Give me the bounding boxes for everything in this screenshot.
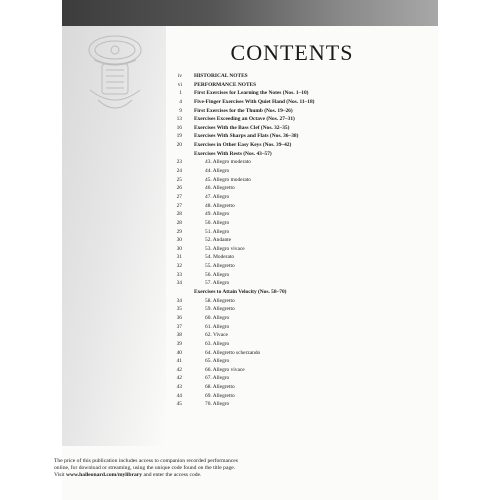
toc-row [166, 357, 426, 366]
toc-row [166, 245, 426, 254]
toc-entry-label: 51. Allegro [205, 228, 230, 235]
toc-row [166, 400, 426, 409]
toc-page-number: 24 [176, 168, 182, 175]
toc-row [166, 279, 426, 288]
toc-page-number: 35 [176, 306, 182, 313]
toc-page-number: 43 [176, 384, 182, 391]
toc-entry-label: First Exercises for Learning the Notes (Nos. 1–10) [194, 90, 309, 97]
toc-entry-label: 55. Allegretto [205, 263, 235, 270]
toc-page-number: 36 [176, 314, 182, 321]
toc-row [166, 98, 426, 107]
toc-page-number: iv [177, 73, 182, 79]
toc-page-number: 32 [176, 263, 182, 270]
toc-row [166, 219, 426, 228]
toc-page-number: 31 [176, 254, 182, 261]
toc-row [166, 349, 426, 358]
toc-row [166, 314, 426, 323]
toc-page-number: 29 [176, 228, 182, 235]
toc-entry-label: 66. Allegro vivace [205, 366, 245, 373]
toc-page-number: 16 [176, 124, 182, 131]
toc-row [166, 184, 426, 193]
document-page [62, 0, 438, 500]
toc-page-number: 1 [179, 90, 182, 97]
toc-page-number: 23 [176, 159, 182, 166]
toc-row [166, 81, 426, 90]
toc-row [166, 72, 426, 81]
toc-page-number: 44 [176, 392, 182, 399]
toc-entry-label: 70. Allegro [205, 401, 230, 408]
toc-entry-label: 53. Allegro vivace [205, 245, 245, 252]
toc-entry-label: Exercises With the Bass Clef (Nos. 32–35) [194, 124, 290, 131]
toc-page-number: 28 [176, 219, 182, 226]
toc-entry-label: 67. Allegro [205, 375, 230, 382]
toc-entry-label: Exercises With Sharps and Flats (Nos. 36–38) [194, 133, 299, 140]
toc-entry-label: 44. Allegro [205, 168, 230, 175]
footer-line-3 [54, 472, 434, 479]
toc-entry-label: 57. Allegro [205, 280, 230, 287]
toc-row [166, 331, 426, 340]
toc-entry-label: Exercises Exceeding an Octave (Nos. 27–31) [194, 116, 295, 123]
toc-row [166, 115, 426, 124]
toc-page-number: 26 [176, 185, 182, 192]
toc-entry-label: 60. Allegro [205, 314, 230, 321]
header-banner [62, 0, 438, 26]
footer-line-3-post: and enter the access code. [142, 472, 202, 478]
toc-row [166, 253, 426, 262]
toc-row [166, 228, 426, 237]
toc-row [166, 366, 426, 375]
toc-entry-label: 63. Allegro [205, 340, 230, 347]
toc-page-number: 20 [176, 142, 182, 149]
toc-page-number: 42 [176, 375, 182, 382]
toc-entry-label: 69. Allegretto [205, 392, 235, 399]
toc-page-number: 34 [176, 280, 182, 287]
toc-page-number: 19 [176, 133, 182, 140]
toc-row [166, 297, 426, 306]
toc-entry-label: HISTORICAL NOTES [194, 73, 248, 79]
toc-entry-label: 62. Vivace [205, 332, 228, 339]
toc-page-number: 42 [176, 366, 182, 373]
toc-page-number: 37 [176, 323, 182, 330]
toc-entry-label: 54. Moderato [205, 254, 235, 261]
toc-page-number: 34 [176, 297, 182, 304]
toc-row [166, 124, 426, 133]
toc-entry-label: 52. Andante [205, 237, 232, 244]
library-link[interactable]: www.halleonard.com/mylibrary [65, 472, 143, 478]
toc-entry-label: 68. Allegretto [205, 384, 235, 391]
toc-page-number: 30 [176, 237, 182, 244]
toc-page-number: 39 [176, 340, 182, 347]
toc-entry-label: 43. Allegro moderato [205, 159, 251, 166]
toc-row [166, 202, 426, 211]
toc-page-number: 28 [176, 211, 182, 218]
toc-row [166, 288, 426, 297]
footer-line-2: online, for download or streaming, using the unique code found on the title page. [54, 465, 236, 471]
toc-page-number [166, 288, 182, 297]
footer-line-1: The price of this publication includes access to companion recorded performances [54, 458, 238, 464]
toc-page-number: 33 [176, 271, 182, 278]
toc-page-number: 41 [176, 358, 182, 365]
toc-entry-label: Exercises in Other Easy Keys (Nos. 39–42) [194, 142, 292, 149]
toc-page-number: 40 [176, 349, 182, 356]
toc-entry-label: 56. Allegro [205, 271, 230, 278]
toc-page-number: 38 [176, 332, 182, 339]
toc-row [166, 271, 426, 280]
toc-page-number: 25 [176, 176, 182, 183]
toc-entry-label: 61. Allegro [205, 323, 230, 330]
toc-page-number: 30 [176, 245, 182, 252]
toc-page-number [166, 150, 182, 159]
toc-entry-label: First Exercises for the Thumb (Nos. 19–26) [194, 107, 293, 114]
toc-row [166, 374, 426, 383]
toc-row [166, 132, 426, 141]
toc-row [166, 141, 426, 150]
toc-row [166, 210, 426, 219]
toc-page-number: 27 [176, 202, 182, 209]
toc-entry-label: 48. Allegretto [205, 202, 235, 209]
toc-page-number: 4 [179, 98, 182, 105]
toc-page-number: 27 [176, 193, 182, 200]
page-title: CONTENTS [230, 40, 354, 65]
toc-entry-label: 45. Allegro moderato [205, 176, 251, 183]
toc-page-number: 45 [176, 401, 182, 408]
toc-page-number: vi [177, 81, 182, 88]
toc-row [166, 236, 426, 245]
toc-entry-label: 64. Allegretto scherzando [205, 349, 261, 356]
toc-row [166, 158, 426, 167]
toc-entry-label: 47. Allegro [205, 193, 230, 200]
toc-row [166, 107, 426, 116]
toc-row [166, 392, 426, 401]
toc-entry-label: PERFORMANCE NOTES [194, 81, 257, 88]
toc-entry-label: 58. Allegretto [205, 297, 235, 304]
toc-row [166, 89, 426, 98]
toc-page-number: 9 [179, 107, 182, 114]
footer-note [54, 458, 434, 479]
toc-entry-label: Five-Finger Exercises With Quiet Hand (Nos. 11–18) [194, 98, 315, 105]
toc-entry-label: 65. Allegro [205, 358, 230, 365]
table-of-contents [166, 72, 426, 409]
toc-entry-label: 49. Allegro [205, 211, 230, 218]
toc-entry-label: Exercises to Attain Velocity (Nos. 58–70) [194, 289, 287, 296]
toc-row [166, 150, 426, 159]
toc-entry-label: 59. Allegretto [205, 306, 235, 313]
toc-row [166, 176, 426, 185]
footer-line-3-pre: Visit [54, 472, 66, 478]
toc-row [166, 193, 426, 202]
toc-entry-label: 46. Allegretto [205, 185, 235, 192]
toc-entry-label: 50. Allegro [205, 219, 230, 226]
toc-page-number: 13 [176, 116, 182, 123]
toc-row [166, 383, 426, 392]
toc-row [166, 340, 426, 349]
toc-row [166, 167, 426, 176]
toc-row [166, 323, 426, 332]
toc-row [166, 305, 426, 314]
toc-entry-label: Exercises With Rests (Nos. 43–57) [194, 150, 272, 157]
toc-row [166, 262, 426, 271]
